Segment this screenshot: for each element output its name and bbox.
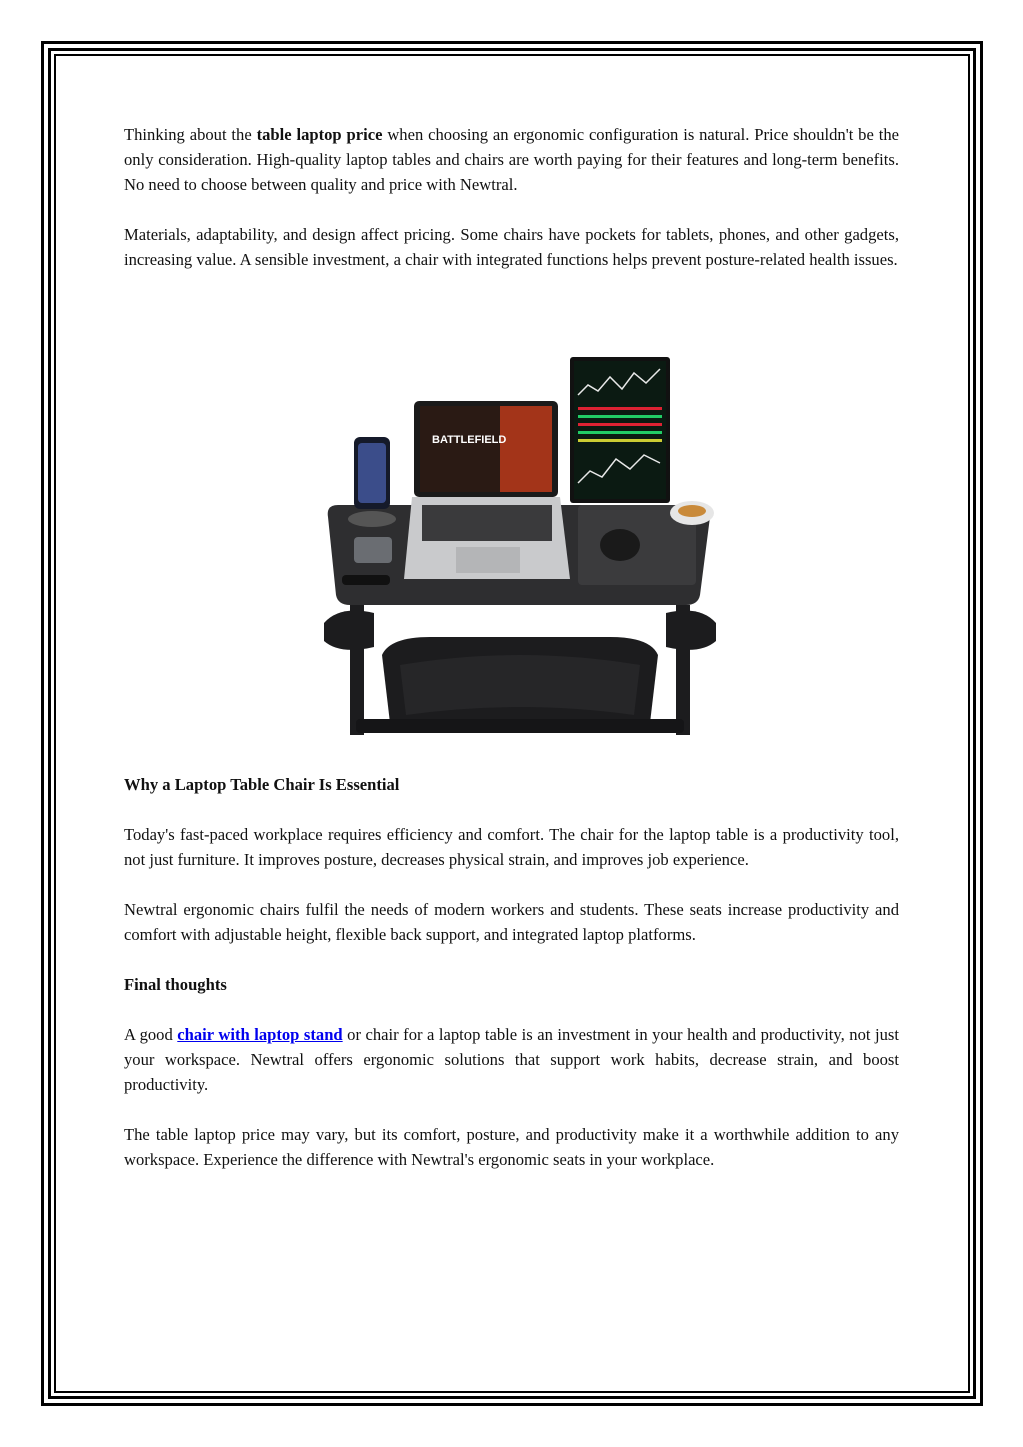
paragraph-workplace: Today's fast-paced workplace requires efficiency and comfort. The chair for the laptop table is a productivity tool, not just furniture. It improves posture, decreases physical strain, and improves job experience. xyxy=(124,825,899,869)
paragraph-newtral: Newtral ergonomic chairs fulfil the needs of modern workers and students. These seats increase productivity and comfort with adjustable height, flexible back support, and integrated laptop platforms. xyxy=(124,900,899,944)
coffee xyxy=(678,505,706,517)
laptop-trackpad xyxy=(456,547,520,573)
mouse xyxy=(600,529,640,561)
left-armrest xyxy=(324,611,374,650)
heading-why-essential: Why a Laptop Table Chair Is Essential xyxy=(124,775,400,794)
power-bank xyxy=(354,537,392,563)
document-body-continued xyxy=(124,772,899,1197)
paragraph-intro xyxy=(124,122,899,197)
investment-text-start: A good xyxy=(124,1025,178,1044)
phone-screen xyxy=(358,443,386,503)
chair-mesh xyxy=(400,655,640,715)
laptop-keyboard xyxy=(422,505,552,541)
phone-stand-base xyxy=(348,511,396,527)
laptop-desk-chair-image xyxy=(320,355,720,745)
intro-text-end: when choosing an ergonomic configuration is natural. Price shouldn't be the only consideration. High-quality laptop tables and chairs are worth paying for their features and long-term benefits. No need to choose between quality and price with Newtral. xyxy=(124,125,899,194)
laptop-screen-title: BATTLEFIELD xyxy=(432,434,507,446)
monitor-screen xyxy=(574,361,666,499)
document-body xyxy=(124,122,899,297)
paragraph-investment xyxy=(124,1022,899,1097)
chair-with-laptop-stand-link[interactable]: chair with laptop stand xyxy=(177,1025,343,1044)
desk-illustration xyxy=(320,355,720,745)
chair-seat-edge xyxy=(356,719,684,733)
heading-final-thoughts: Final thoughts xyxy=(124,975,227,994)
investment-text-end: or chair for a laptop table is an investment in your health and productivity, not just your workspace. Newtral offers ergonomic solutions that support work habits, decrease strain, and boost productivity. xyxy=(124,1025,899,1094)
paragraph-materials: Materials, adaptability, and design affect pricing. Some chairs have pockets for tablets, phones, and other gadgets, increasing value. A sensible investment, a chair with integrated functions helps prevent posture-related health issues. xyxy=(124,225,899,269)
paragraph-conclusion: The table laptop price may vary, but its comfort, posture, and productivity make it a worthwhile addition to any workspace. Experience the difference with Newtral's ergonomic seats in your workplace. xyxy=(124,1125,899,1169)
right-armrest xyxy=(666,611,716,650)
intro-bold-keyword: table laptop price xyxy=(256,125,383,144)
intro-text-start: Thinking about the xyxy=(124,125,257,144)
